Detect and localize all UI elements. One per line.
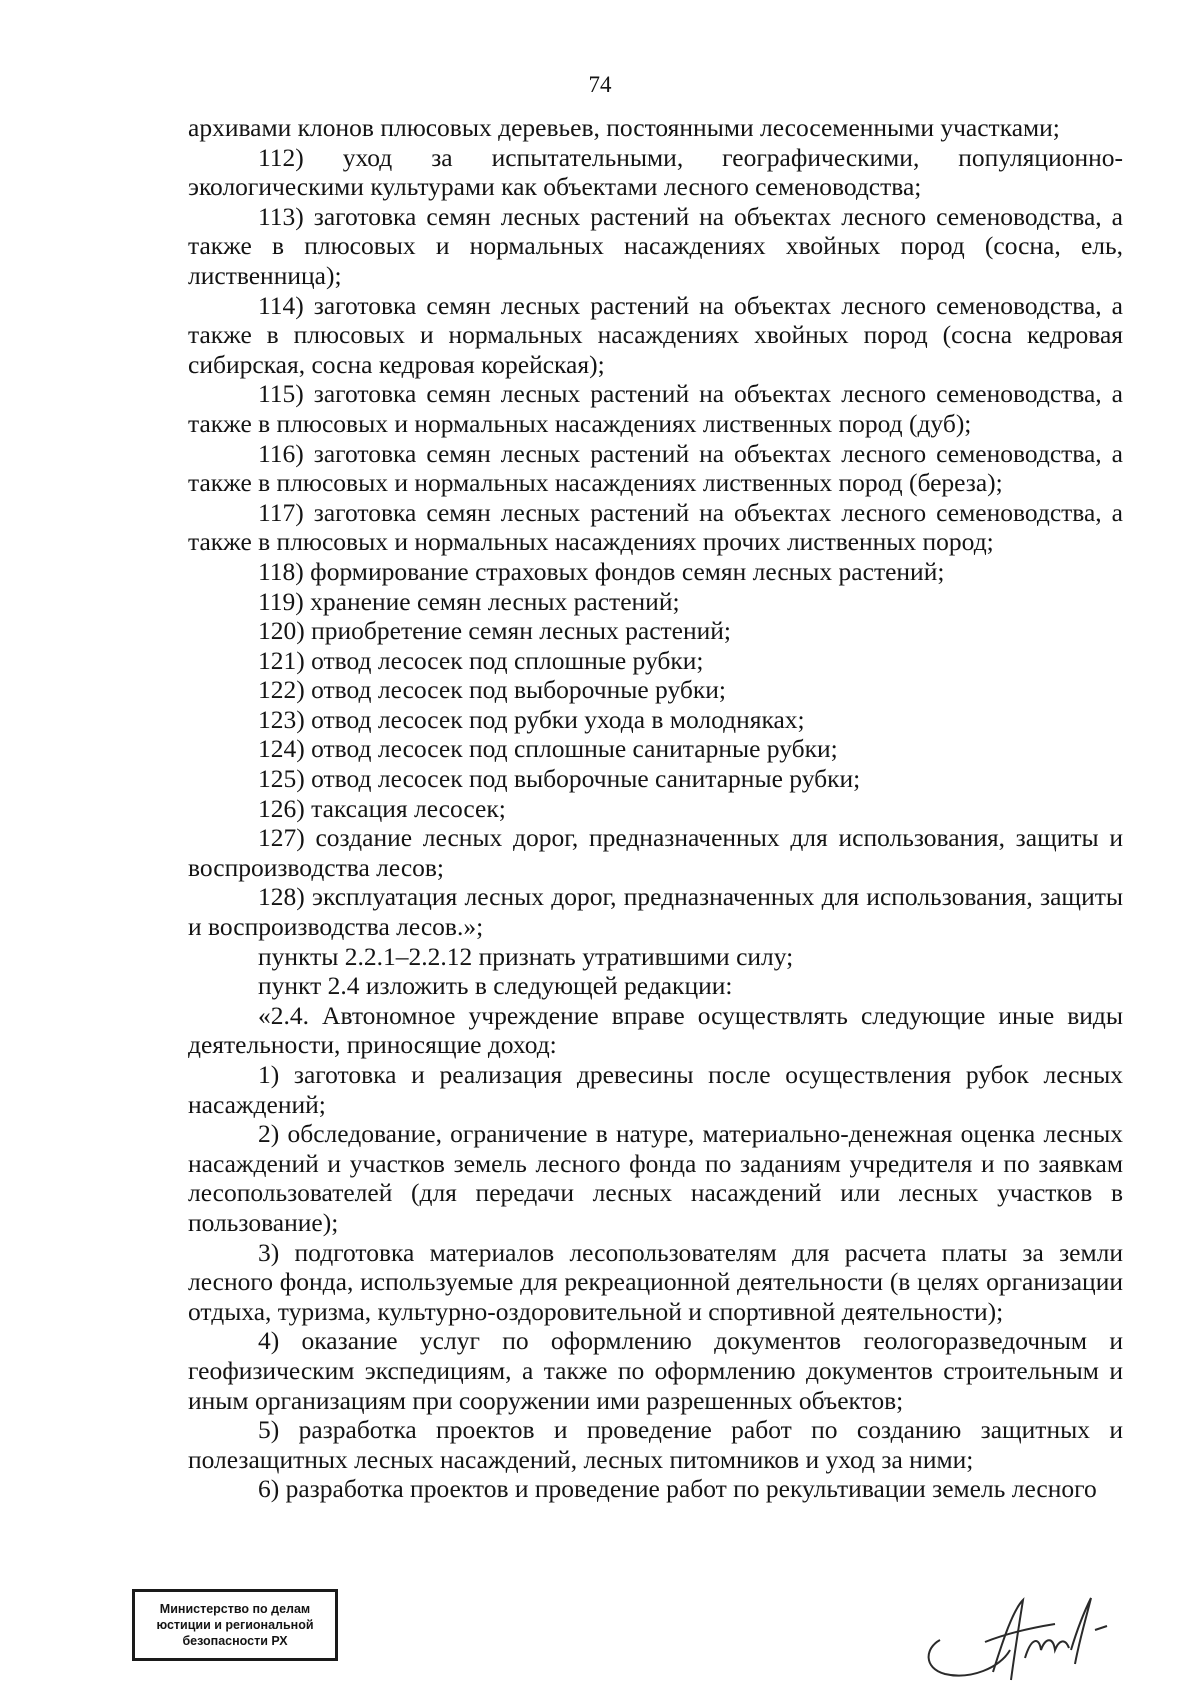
paragraph: 117) заготовка семян лесных растений на объектах лесного семеноводства, а также в плюсовых и нормальных насаждениях прочих лиственных пород; [188, 497, 1123, 557]
paragraph: 121) отвод лесосек под сплошные рубки; [258, 645, 704, 675]
paragraph: 114) заготовка семян лесных растений на объектах лесного семеноводства, а также в плюсовых и нормальных насаждениях хвойных пород (сосна кедровая сибирская, сосна кедровая корейская); [188, 290, 1123, 379]
stamp-line: юстиции и региональной [156, 1618, 314, 1632]
document-body [188, 113, 1123, 1504]
paragraph: 119) хранение семян лесных растений; [258, 586, 680, 616]
paragraph: 2) обследование, ограничение в натуре, материально-денежная оценка лесных насаждений и участков земель лесного фонда по заданиям учредителя и по заявкам лесопользователей (для передачи лесных насаждений или лесных участков в пользование); [188, 1119, 1123, 1237]
paragraph: пункты 2.2.1–2.2.12 признать утратившими силу; [258, 941, 794, 971]
paragraph: 115) заготовка семян лесных растений на объектах лесного семеноводства, а также в плюсовых и нормальных насаждениях лиственных пород (дуб); [188, 379, 1123, 438]
paragraph: 113) заготовка семян лесных растений на объектах лесного семеноводства, а также в плюсовых и нормальных насаждениях хвойных пород (сосна, ель, лиственница); [188, 201, 1123, 290]
paragraph: 6) разработка проектов и проведение работ по рекультивации земель лесного [258, 1474, 1097, 1504]
paragraph: 118) формирование страховых фондов семян лесных растений; [258, 556, 945, 586]
paragraph: 3) подготовка материалов лесопользователям для расчета платы за земли лесного фонда, используемые для рекреационной деятельности (в целях организации отдыха, туризма, культурно-оздоровительной и спортивной деятельности); [188, 1237, 1123, 1326]
paragraph: 5) разработка проектов и проведение работ по созданию защитных и полезащитных лесных насаждений, лесных питомников и уход за ними; [188, 1415, 1123, 1474]
paragraph: 125) отвод лесосек под выборочные санитарные рубки; [258, 764, 861, 794]
paragraph: 120) приобретение семян лесных растений; [258, 616, 732, 646]
paragraph: 1) заготовка и реализация древесины после осуществления рубок лесных насаждений; [188, 1060, 1123, 1119]
paragraph: 126) таксация лесосек; [258, 793, 506, 823]
paragraph: 123) отвод лесосек под рубки ухода в молодняках; [258, 704, 805, 734]
paragraph: 124) отвод лесосек под сплошные санитарные рубки; [258, 734, 838, 764]
page-number: 74 [588, 72, 612, 97]
paragraph: 116) заготовка семян лесных растений на объектах лесного семеноводства, а также в плюсовых и нормальных насаждениях лиственных пород (береза); [188, 438, 1123, 498]
paragraph: «2.4. Автономное учреждение вправе осуществлять следующие иные виды деятельности, приносящие доход: [188, 1000, 1123, 1060]
ministry-stamp [132, 1589, 338, 1661]
paragraph: 128) эксплуатация лесных дорог, предназначенных для использования, защиты и воспроизводства лесов.»; [188, 882, 1123, 942]
paragraph: 112) уход за испытательными, географическими, популяционно-экологическими культурами как объектами лесного семеноводства; [188, 142, 1123, 202]
paragraph: 127) создание лесных дорог, предназначенных для использования, защиты и воспроизводства лесов; [188, 823, 1123, 882]
paragraph: архивами клонов плюсовых деревьев, постоянными лесосеменными участками; [188, 113, 1060, 142]
stamp-line: Министерство по делам [159, 1602, 311, 1616]
paragraph: пункт 2.4 изложить в следующей редакции: [258, 971, 733, 1001]
stamp-line: безопасности РХ [182, 1634, 288, 1648]
paragraph: 4) оказание услуг по оформлению документов геологоразведочным и геофизическим экспедициям, а также по оформлению документов строительным и иным организациям при сооружении ими разрешенных объектов; [188, 1326, 1123, 1415]
signature-icon [915, 1580, 1135, 1690]
paragraph: 122) отвод лесосек под выборочные рубки; [258, 675, 726, 705]
